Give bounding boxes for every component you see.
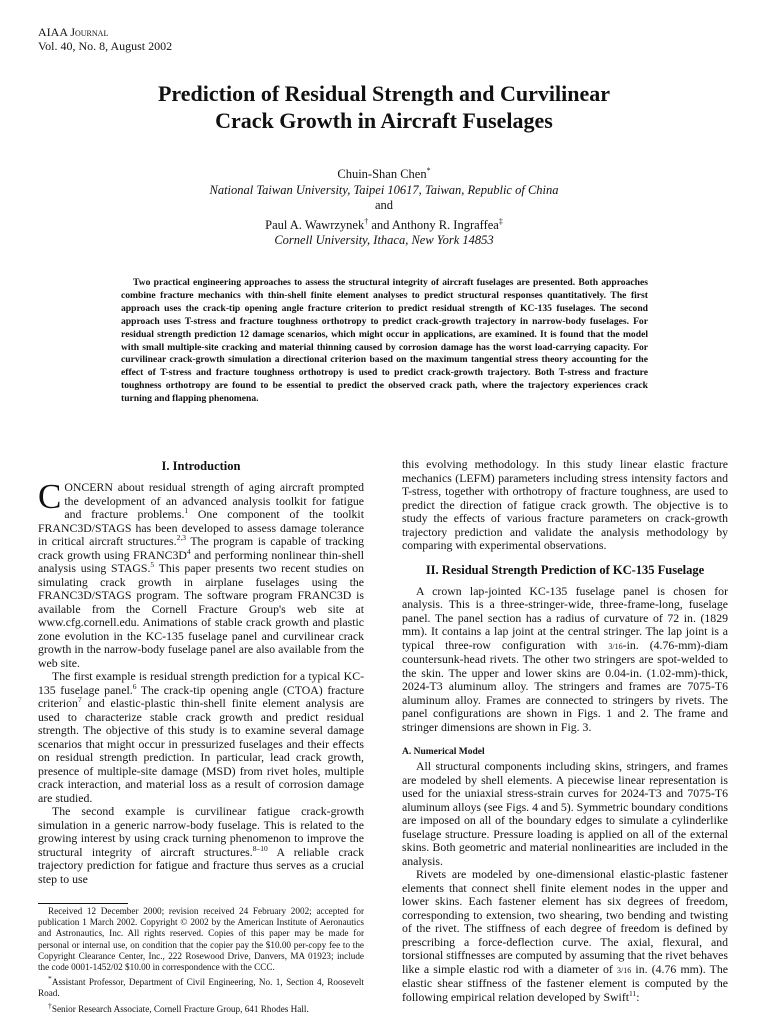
author-1-mark: *	[426, 166, 431, 175]
author-3-mark: ‡	[498, 216, 503, 226]
text-run: and performing nonlinear thin-shell analysis using STAGS.	[38, 547, 364, 575]
text-run: Senior Research Associate, Cornell Fracture Group, 641 Rhodes Hall.	[51, 1003, 309, 1014]
paragraph-intro-1	[38, 477, 364, 670]
footnote-1	[38, 973, 364, 999]
drop-cap: C	[38, 477, 62, 516]
text-run: A crown lap-jointed KC-135 fuselage panel is chosen for analysis. This is a three-stringer-wide, three-frame-long, fuselage panel. The panel section has a radius of curvature of 72 in. (1829 mm). It contains a lap joint at the central stringer. The lap joint is a typical three-row configuration with	[402, 583, 728, 652]
text-run: :	[636, 989, 640, 1004]
text-run: Rivets are modeled by one-dimensional elastic-plastic fastener elements that connect shell finite element nodes in the upper and lower skins. Each fastener element has six degrees of freedom, corresponding to extension, two shearing, two bending and twisting of the rivet. The stiffness of each degree of freedom is defined by prescribing a force-deflection curve. The axial, flexural, and torsional stiffnesses are computed by assuming that the rivet behaves like a simple elastic rod with a diameter of	[402, 867, 728, 976]
paragraph-intro-3	[38, 805, 364, 886]
author-conjunction: and	[374, 198, 394, 213]
paragraph-intro-continued: this evolving methodology. In this study linear elastic fracture mechanics (LEFM) parameters including stress intensity factors and T-stress, together with orthotropy of fracture toughness, are used to predict the direction of fatigue crack growth. The objective is to study the effects of various fracture parameters on crack-growth trajectory prediction and validate the analysis methodology by comparing with experimental observations.	[402, 457, 728, 552]
text-run: -in. (4.76-mm)-diam countersunk-head rivets. The other two stringers are spot-welded to the skin. The upper and lower skins are 0.04-in. (1.02-mm)-thick, 2024-T3 aluminum alloy. The stringers and frames are 7075-T6 aluminum alloy. Frames are connected to stringers by rivets. The panel configurations are shown in Figs. 1 and 2. The frame and stringer dimensions are shown in Fig. 3.	[402, 637, 728, 734]
paragraph-numerical-model: All structural components including skins, stringers, and frames are modeled by shell elements. A piecewise linear representation is used for the uniaxial stress-strain curves for 2024-T3 and 7075-T6 aluminum alloys (see Figs. 4 and 5). Symmetric boundary conditions are imposed on all of the boundary edges to simulate a cylinderlike fuselage structure. Pressure loading is applied on all of the external skins. Both geometric and material nonlinearities are included in the analysis.	[402, 759, 729, 868]
citation-ref: 11	[629, 988, 637, 998]
author-connector: and	[368, 217, 392, 232]
author-1: Chuin-Shan Chen	[337, 167, 427, 182]
journal-name: AIAA Journal	[38, 25, 109, 39]
text-run: This paper presents two recent studies on simulating crack growth in airplane fuselages using the FRANC3D/STAGS program. The software program FRANC3D is available from the Cornell Fracture Group's web site at www.cfg.cornell.edu. Animations of stable crack growth and plastic zone evolution in the KC-135 fuselage panel and curvilinear crack growth in the narrow-body fuselage panel are also available from the web site.	[38, 561, 364, 670]
footnote-2-mark: †	[48, 1000, 52, 1010]
abstract: Two practical engineering approaches to assess the structural integrity of aircraft fuselages are presented. Both approaches combine fracture mechanics with thin-shell finite element analyses to predict structural responses quantitatively. The first approach uses the crack-tip opening angle fracture criterion to predict residual strength of KC-135 fuselages. The second approach uses T-stress and fracture toughness orthotropy to predict crack-growth trajectory in narrow-body fuselages. For residual strength prediction 12 damage scenarios, which might occur in applications, are examined. It is found that the model with small multiple-site cracking and material thinning caused by corrosion damage has the worst load-carrying capacity. For curvilinear crack-growth simulation a directional criterion based on the maximum tangential stress theory accounting for the effect of T-stress and fracture toughness orthotropy is used to predict crack-growth trajectory. Both T-stress and fracture toughness orthotropy are found to be essential to predict the observed crack path, where the trajectory experiences crack turning and flapping phenomena.	[121, 277, 648, 405]
author-line-2	[40, 214, 728, 234]
fraction: 3/16	[608, 641, 623, 651]
footnote-received: Received 12 December 2000; revision received 24 February 2002; accepted for publication 1 March 2002. Copyright © 2002 by the American Institute of Aeronautics and Astronautics, Inc. All rights reserved. Copies of this paper may be made for personal or internal use, on condition that the copier pay the $10.00 per-copy fee to the Copyright Clearance Center, Inc., 222 Rosewood Drive, Danvers, MA 01923; include the code 0001-1452/02 $10.00 in correspondence with the CCC.	[38, 906, 364, 973]
author-3: Anthony R. Ingraffea	[391, 217, 499, 232]
text-run: ONCERN about residual strength of aging aircraft prompted the development of an advanced analysis toolkit for fatigue and fracture problems.	[64, 480, 364, 521]
paragraph-rivet-model	[402, 868, 728, 1004]
citation-ref: 1	[184, 506, 189, 516]
section-heading-residual-strength: II. Residual Strength Prediction of KC-135 Fuselage	[425, 562, 705, 577]
text-run: The first example is residual strength prediction for a typical KC-135 fuselage panel.	[38, 669, 364, 697]
affiliation-2: Cornell University, Ithaca, New York 14853	[274, 233, 494, 248]
footnotes	[38, 906, 364, 1015]
text-run: The crack-tip opening angle (CTOA) fracture criterion	[38, 682, 364, 710]
citation-ref: 5	[150, 560, 155, 570]
journal-header	[38, 25, 172, 53]
text-run: Assistant Professor, Department of Civil Engineering, No. 1, Section 4, Roosevelt Road.	[38, 977, 364, 999]
citation-ref: 2,3	[176, 533, 186, 543]
citation-ref: 7	[77, 695, 82, 705]
citation-ref: 8–10	[252, 843, 268, 853]
citation-ref: 6	[132, 681, 137, 691]
author-2: Paul A. Wawrzynek	[265, 217, 365, 232]
text-run: The second example is curvilinear fatigue crack-growth simulation in a generic narrow-body fuselage. This is related to the growing interest by using crack turning phenomenon to improve the structural integrity of aircraft structures.	[38, 804, 364, 859]
paper-title	[40, 80, 728, 134]
affiliation-1: National Taiwan University, Taipei 10617, Taiwan, Republic of China	[209, 182, 559, 197]
footnote-2	[38, 1000, 364, 1015]
author-block	[40, 163, 728, 249]
journal-issue: Vol. 40, No. 8, August 2002	[38, 39, 173, 53]
left-column	[38, 458, 364, 886]
text-run: One component of the toolkit FRANC3D/STAGS has been developed to assess damage tolerance in critical aircraft structures.	[38, 507, 364, 548]
text-run: in. (4.76 mm). The elastic shear stiffness of the fastener element is computed by the following empirical relation developed by Swift	[402, 961, 728, 1004]
author-line-1	[40, 163, 728, 183]
footnote-1-mark: *	[48, 974, 52, 984]
footnote-divider	[38, 903, 128, 904]
text-run: The program is capable of tracking crack growth using FRANC3D	[38, 534, 364, 562]
right-column	[402, 458, 728, 1004]
paragraph-intro-2	[38, 670, 364, 805]
section-heading-introduction: I. Introduction	[161, 459, 241, 473]
text-run: and elastic-plastic thin-shell finite element analysis are used to characterize stable crack growth and predict residual strength. The objective of this study is to examine several damage scenarios that might occur in pressurized fuselages and their effects on residual strength prediction. In particular, lead crack growth, presence of multiple-site damage (MSD) from rivet holes, multiple crack interaction, and material loss as a result of corrosion damage are studied.	[38, 696, 364, 805]
text-run: A reliable crack trajectory prediction for fatigue and fracture thus serves as a crucial step to use	[38, 844, 364, 886]
citation-ref: 4	[186, 546, 191, 556]
title-line-1: Prediction of Residual Strength and Curvilinear	[157, 81, 611, 106]
paragraph-panel-description	[402, 585, 728, 735]
author-2-mark: †	[364, 216, 369, 226]
subsection-heading-numerical-model: A. Numerical Model	[402, 747, 485, 757]
fraction: 3/16	[617, 965, 632, 975]
title-line-2: Crack Growth in Aircraft Fuselages	[215, 108, 553, 133]
